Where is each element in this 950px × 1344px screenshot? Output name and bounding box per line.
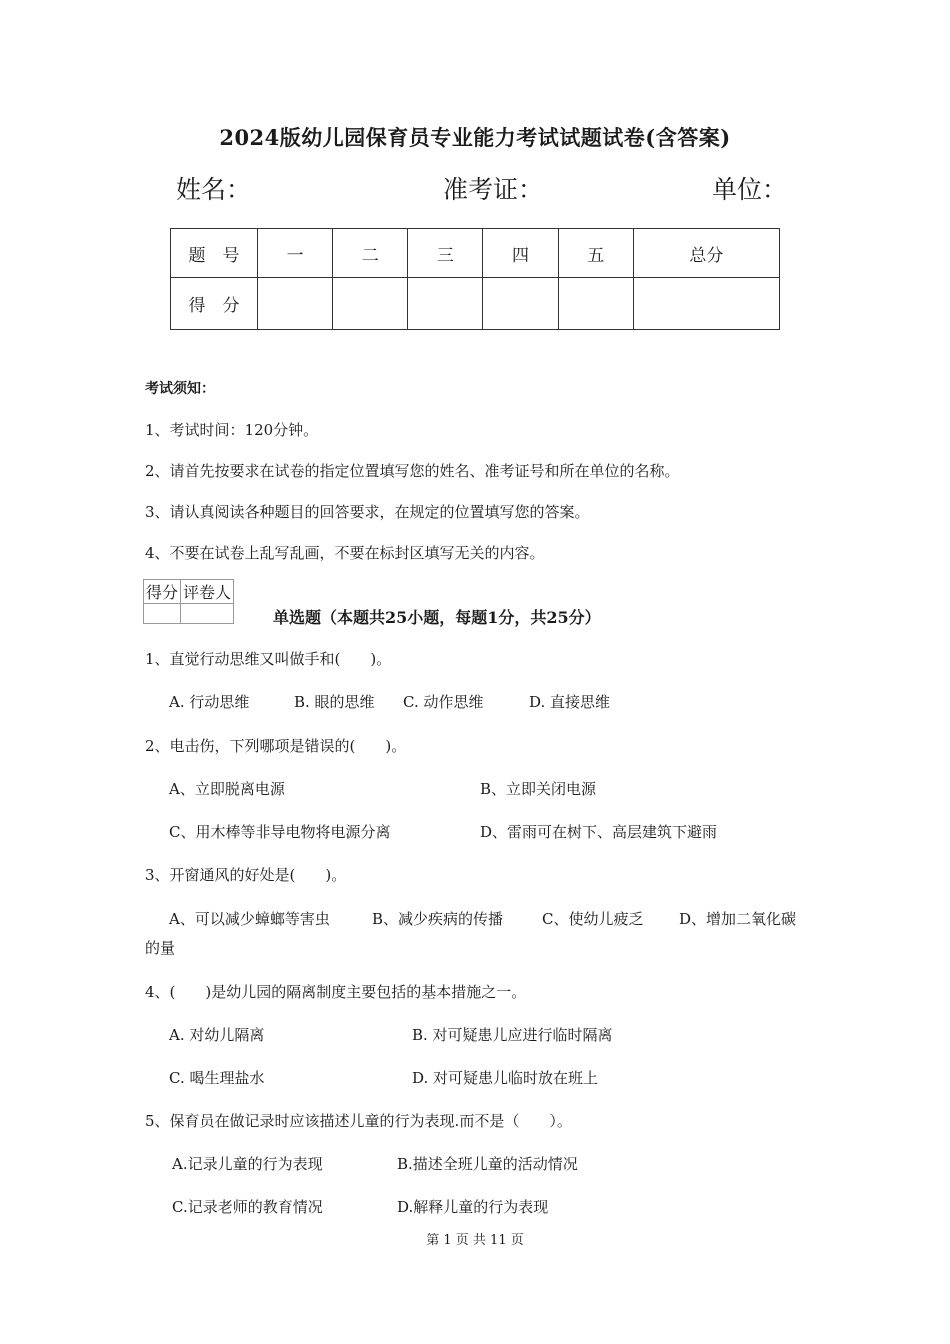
option-c: C. 喝生理盐水 [169,1069,265,1087]
option-b: B、减少疾病的传播 [372,910,504,928]
score-row-label: 得 分 [171,278,258,330]
score-table-header-cell: 题 号 [171,229,258,278]
option-d: D. 直接思维 [529,693,611,711]
question-stem: 2、电击伤，下列哪项是错误的( )。 [145,737,407,755]
option-d: D. 对可疑患儿临时放在班上 [412,1069,599,1087]
score-cell[interactable] [408,278,483,330]
option-d: D、增加二氧化碳 [679,910,797,928]
score-cell[interactable] [258,278,333,330]
option-c: C. 动作思维 [403,693,484,711]
score-cell[interactable] [333,278,408,330]
question-stem: 5、保育员在做记录时应该描述儿童的行为表现.而不是（ ）。 [145,1112,572,1130]
option-c: C、使幼儿疲乏 [542,910,644,928]
grader-score-label: 得分 [144,580,181,604]
option-c: C.记录老师的教育情况 [172,1198,323,1216]
score-table [170,228,780,330]
grader-name-label: 评卷人 [181,580,234,604]
exam-number-field-label: 准考证： [443,175,544,204]
score-cell[interactable] [483,278,558,330]
option-a: A. 行动思维 [169,693,250,711]
option-d: D、雷雨可在树下、高层建筑下避雨 [480,823,718,841]
section-title: 单选题（本题共25小题，每题1分，共25分） [273,608,601,627]
question-stem: 3、开窗通风的好处是( )。 [145,866,347,884]
notice-item: 2、请首先按要求在试卷的指定位置填写您的姓名、准考证号和所在单位的名称。 [145,462,680,480]
option-b: B、立即关闭电源 [480,780,597,798]
score-table-header-cell: 一 [258,229,333,278]
option-b: B. 对可疑患儿应进行临时隔离 [412,1026,613,1044]
score-table-header-cell: 五 [558,229,633,278]
option-a: A.记录儿童的行为表现 [172,1155,323,1173]
score-table-header-cell: 四 [483,229,558,278]
score-table-header-row [171,229,780,278]
option-c: C、用木棒等非导电物将电源分离 [169,823,391,841]
grader-box [143,579,234,624]
option-a: A. 对幼儿隔离 [169,1026,265,1044]
score-table-header-cell: 二 [333,229,408,278]
notice-item: 3、请认真阅读各种题目的回答要求，在规定的位置填写您的答案。 [145,503,590,521]
unit-field-label: 单位： [712,175,788,204]
option-a: A、立即脱离电源 [169,780,285,798]
notice-item: 4、不要在试卷上乱写乱画，不要在标封区填写无关的内容。 [145,544,545,562]
grader-name-cell[interactable] [181,604,234,624]
name-field-label: 姓名： [176,175,252,204]
option-b: B.描述全班儿童的活动情况 [397,1155,578,1173]
score-cell[interactable] [633,278,779,330]
option-a: A、可以减少蟑螂等害虫 [169,910,330,928]
notice-item: 1、考试时间：120分钟。 [145,421,319,439]
option-d: D.解释儿童的行为表现 [397,1198,549,1216]
question-stem: 4、( )是幼儿园的隔离制度主要包括的基本措施之一。 [145,983,527,1001]
score-table-header-cell: 总分 [633,229,779,278]
grader-score-cell[interactable] [144,604,181,624]
option-b: B. 眼的思维 [294,693,375,711]
page-footer: 第 1 页 共 11 页 [426,1233,524,1248]
exam-title: 2024版幼儿园保育员专业能力考试试题试卷(含答案) [219,125,731,150]
score-cell[interactable] [558,278,633,330]
option-d-continuation: 的量 [145,939,176,957]
score-table-header-cell: 三 [408,229,483,278]
score-table-score-row [171,278,780,330]
notice-heading: 考试须知： [145,381,215,397]
question-stem: 1、直觉行动思维又叫做手和( )。 [145,650,392,668]
